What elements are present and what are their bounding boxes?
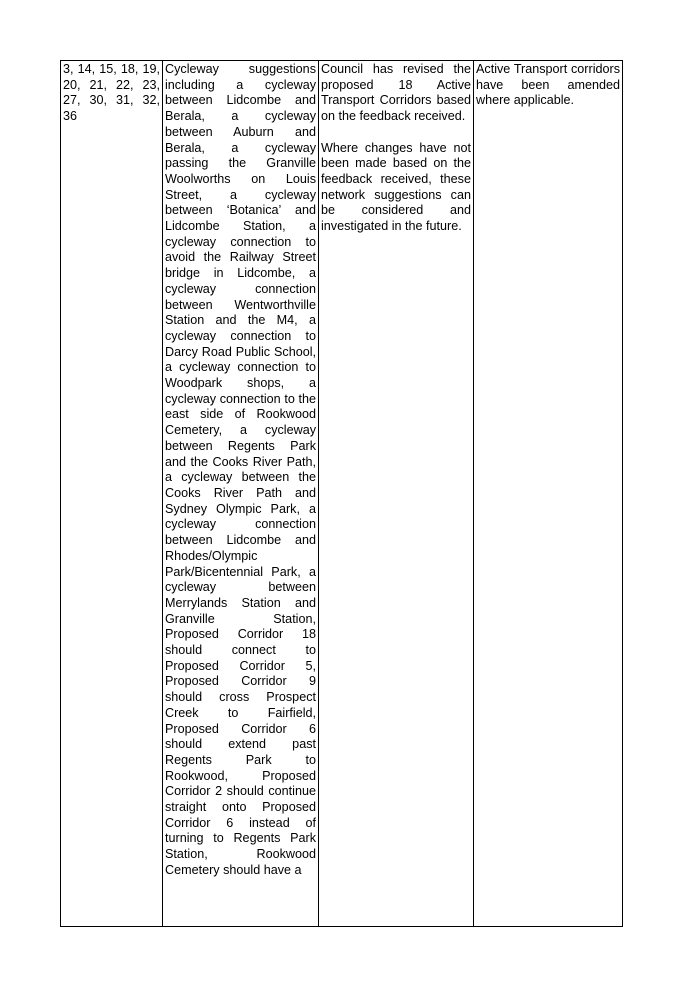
outcome-text: Active Transport corridors have been amended where applicable.: [476, 62, 620, 108]
submissions-table: [60, 60, 623, 927]
suggestion-cell: [163, 61, 319, 927]
submission-refs-text: 3, 14, 15, 18, 19, 20, 21, 22, 23, 27, 30, 31, 32, 36: [63, 62, 160, 124]
outcome-cell: [474, 61, 623, 927]
response-paragraph-2: Where changes have not been made based on the feedback received, these network suggestions can be considered and investigated in the future.: [321, 140, 471, 234]
response-paragraph-1: Council has revised the proposed 18 Active Transport Corridors based on the feedback received.: [321, 62, 471, 124]
table-row: [61, 61, 623, 927]
submission-refs-cell: [61, 61, 163, 927]
response-cell: [319, 61, 474, 927]
suggestion-text: Cycleway suggestions including a cycleway between Lidcombe and Berala, a cycleway between Auburn and Berala, a cycleway passing the Granville Woolworths on Louis Street, a cycleway between ‘Botanica’ and Lidcombe Station, a cycleway connection to avoid the Railway Street bridge in Lidcombe, a cycleway connection between Wentworthville Station and the M4, a cycleway connection to Darcy Road Public School, a cycleway connection to Woodpark shops, a cycleway connection to the east side of Rookwood Cemetery, a cycleway between Regents Park and the Cooks River Path, a cycleway between the Cooks River Path and Sydney Olympic Park, a cycleway connection between Lidcombe and Rhodes/Olympic Park/Bicentennial Park, a cycleway between Merrylands Station and Granville Station, Proposed Corridor 18 should connect to Proposed Corridor 5, Proposed Corridor 9 should cross Prospect Creek to Fairfield, Proposed Corridor 6 should extend past Regents Park to Rookwood, Proposed Corridor 2 should continue straight onto Proposed Corridor 6 instead of turning to Regents Park Station, Rookwood Cemetery should have a: [165, 62, 316, 877]
